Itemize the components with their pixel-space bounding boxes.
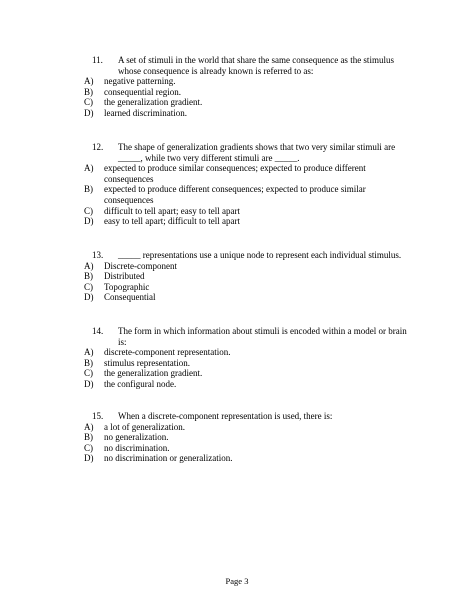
answer-option-c bbox=[84, 97, 414, 108]
question-text: A set of stimuli in the world that share the same consequence as the stimulus whose consequence is already known is referred to as: bbox=[118, 55, 394, 76]
answer-option-b bbox=[84, 184, 414, 205]
option-text: stimulus representation. bbox=[104, 357, 190, 368]
answer-options bbox=[84, 76, 414, 118]
answer-option-d bbox=[84, 292, 414, 303]
answer-option-c bbox=[84, 282, 414, 293]
option-text: consequential region. bbox=[104, 86, 181, 97]
option-text: Discrete-component bbox=[104, 260, 177, 271]
question-11 bbox=[84, 55, 414, 119]
question-text: When a discrete-component representation is used, there is: bbox=[118, 411, 333, 421]
option-text: Consequential bbox=[104, 292, 156, 303]
answer-option-b bbox=[84, 432, 414, 443]
option-text: expected to produce different consequences; expected to produce similar consequences bbox=[104, 184, 366, 205]
option-letter: C) bbox=[84, 442, 93, 453]
option-text: Topographic bbox=[104, 281, 150, 292]
option-letter: A) bbox=[84, 163, 94, 174]
option-text: learned discrimination. bbox=[104, 107, 187, 118]
option-text: expected to produce similar consequences; expected to produce different consequences bbox=[104, 163, 366, 184]
option-text: discrete-component representation. bbox=[104, 347, 231, 358]
option-letter: C) bbox=[84, 205, 93, 216]
question-number: 15. bbox=[92, 411, 104, 421]
option-letter: C) bbox=[84, 97, 93, 108]
answer-options bbox=[84, 163, 414, 227]
option-letter: A) bbox=[84, 260, 94, 271]
question-13 bbox=[84, 250, 414, 303]
answer-option-a bbox=[84, 76, 414, 87]
answer-option-d bbox=[84, 108, 414, 119]
option-text: no discrimination. bbox=[104, 442, 170, 453]
option-letter: C) bbox=[84, 368, 93, 379]
answer-option-b bbox=[84, 271, 414, 282]
answer-option-b bbox=[84, 358, 414, 369]
option-text: no generalization. bbox=[104, 432, 169, 443]
question-number: 13. bbox=[92, 250, 104, 260]
question-text: The form in which information about stimuli is encoded within a model or brain is: bbox=[118, 326, 407, 347]
question-number: 12. bbox=[92, 142, 104, 152]
answer-option-a bbox=[84, 347, 414, 358]
option-letter: A) bbox=[84, 76, 94, 87]
option-text: the generalization gradient. bbox=[104, 368, 203, 379]
option-text: a lot of generalization. bbox=[104, 421, 185, 432]
question-15 bbox=[84, 411, 414, 464]
option-letter: B) bbox=[84, 432, 93, 443]
option-text: difficult to tell apart; easy to tell apart bbox=[104, 205, 241, 216]
option-letter: B) bbox=[84, 271, 93, 282]
option-letter: C) bbox=[84, 281, 93, 292]
question-text: The shape of generalization gradients shows that two very similar stimuli are _____, while two very different stimuli are _____. bbox=[118, 142, 396, 163]
option-text: negative patterning. bbox=[104, 76, 176, 87]
page-number: Page 3 bbox=[225, 576, 249, 586]
answer-options bbox=[84, 422, 414, 464]
option-letter: D) bbox=[84, 378, 94, 389]
answer-option-c bbox=[84, 368, 414, 379]
answer-options bbox=[84, 261, 414, 303]
answer-option-d bbox=[84, 379, 414, 390]
option-letter: B) bbox=[84, 86, 93, 97]
question-stem bbox=[92, 142, 414, 163]
answer-option-c bbox=[84, 443, 414, 454]
question-14 bbox=[84, 326, 414, 390]
option-text: no discrimination or generalization. bbox=[104, 453, 233, 464]
question-text: _____ representations use a unique node to represent each individual stimulus. bbox=[118, 250, 402, 260]
option-letter: A) bbox=[84, 421, 94, 432]
answer-option-b bbox=[84, 87, 414, 98]
answer-option-a bbox=[84, 422, 414, 433]
question-number: 11. bbox=[92, 55, 103, 65]
question-12 bbox=[84, 142, 414, 227]
answer-option-d bbox=[84, 216, 414, 227]
option-letter: D) bbox=[84, 107, 94, 118]
question-number: 14. bbox=[92, 326, 104, 336]
question-stem bbox=[92, 411, 414, 422]
option-letter: D) bbox=[84, 453, 94, 464]
option-letter: A) bbox=[84, 347, 94, 358]
answer-option-c bbox=[84, 206, 414, 217]
option-text: Distributed bbox=[104, 271, 145, 282]
option-letter: B) bbox=[84, 184, 93, 195]
answer-option-a bbox=[84, 163, 414, 184]
question-stem bbox=[92, 326, 414, 347]
option-text: the generalization gradient. bbox=[104, 97, 203, 108]
option-letter: B) bbox=[84, 357, 93, 368]
option-text: the configural node. bbox=[104, 378, 177, 389]
answer-options bbox=[84, 347, 414, 389]
question-stem bbox=[92, 55, 414, 76]
answer-option-d bbox=[84, 453, 414, 464]
option-letter: D) bbox=[84, 292, 94, 303]
option-text: easy to tell apart; difficult to tell apart bbox=[104, 216, 241, 227]
answer-option-a bbox=[84, 261, 414, 272]
option-letter: D) bbox=[84, 216, 94, 227]
question-stem bbox=[92, 250, 414, 261]
